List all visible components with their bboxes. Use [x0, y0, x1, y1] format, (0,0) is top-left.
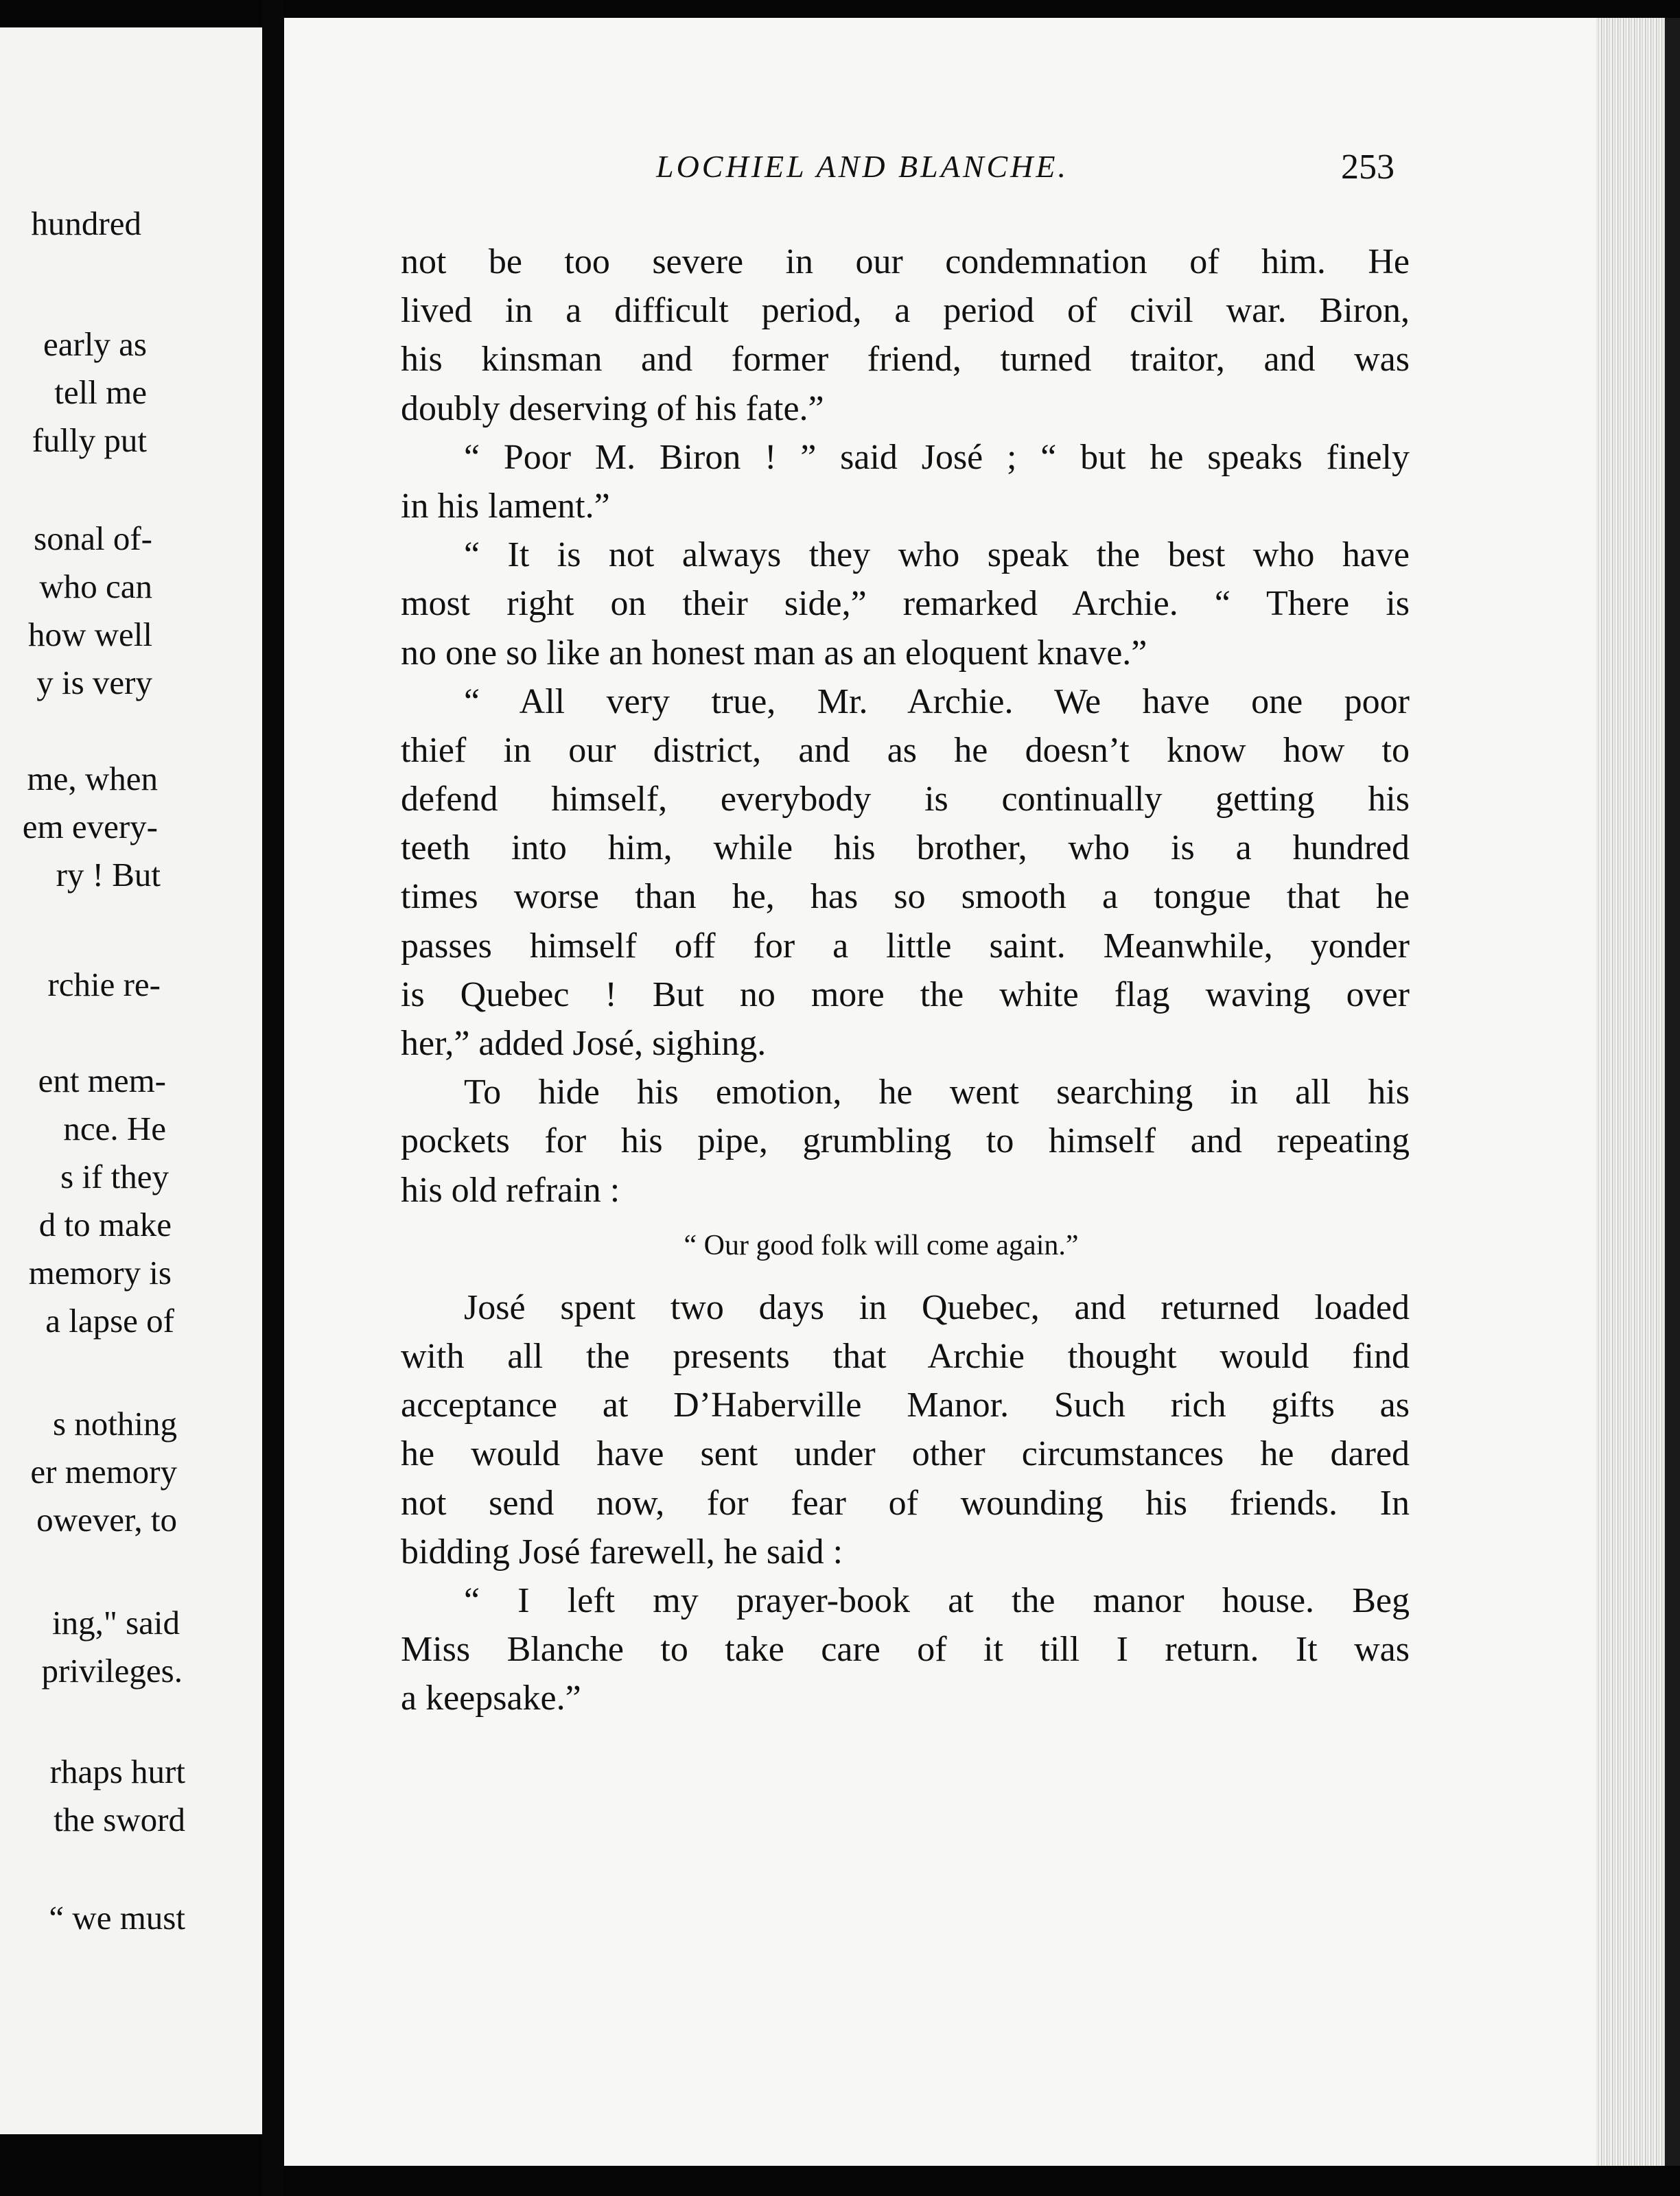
text-line: is Quebec ! But no more the white flag waving over — [401, 974, 1410, 1014]
text-line: Miss Blanche to take care of it till I return. It was — [401, 1630, 1410, 1670]
left-line: d to make — [38, 1206, 172, 1243]
left-line: hundred — [31, 205, 141, 242]
text-line: José spent two days in Quebec, and returned loaded — [464, 1287, 1410, 1327]
page-number: 253 — [1341, 148, 1395, 187]
right-page — [284, 18, 1596, 2166]
left-line: ry ! But — [56, 856, 161, 893]
text-line: passes himself off for a little saint. Meanwhile, yonder — [401, 926, 1410, 966]
text-line: pockets for his pipe, grumbling to himself and repeating — [401, 1121, 1410, 1161]
text-line: with all the presents that Archie thought would find — [401, 1336, 1410, 1376]
left-line: who can — [39, 568, 152, 605]
page-edges — [1596, 18, 1680, 2166]
text-line: his kinsman and former friend, turned traitor, and was — [401, 340, 1410, 379]
text-line: times worse than he, has so smooth a tongue that he — [401, 877, 1410, 917]
left-line: “ we must — [49, 1899, 185, 1937]
left-line: the sword — [54, 1801, 185, 1838]
page-body — [401, 237, 1410, 1722]
text-line: “ It is not always they who speak the best who have — [464, 535, 1410, 575]
left-line: er memory — [30, 1453, 177, 1491]
text-line: “ I left my prayer-book at the manor house. Beg — [464, 1580, 1410, 1620]
text-line: thief in our district, and as he doesn’t know how to — [401, 730, 1410, 770]
left-line: privileges. — [41, 1652, 183, 1690]
left-line: em every- — [22, 808, 158, 845]
running-head: LOCHIEL AND BLANCHE. — [656, 149, 1069, 184]
left-line: tell me — [54, 373, 147, 411]
book-gutter — [262, 0, 284, 2196]
left-line: sonal of- — [34, 519, 152, 557]
text-line: teeth into him, while his brother, who is a hundred — [401, 828, 1410, 868]
text-line: lived in a difficult period, a period of civil war. Biron, — [401, 291, 1410, 331]
text-line: To hide his emotion, he went searching in all his — [464, 1073, 1410, 1112]
left-line: how well — [28, 616, 152, 653]
text-line: doubly deserving of his fate.” — [401, 388, 824, 428]
left-line: s nothing — [52, 1405, 177, 1442]
text-line: not be too severe in our condemnation of him. He — [401, 242, 1410, 281]
text-line: his old refrain : — [401, 1170, 620, 1210]
left-line: a lapse of — [45, 1302, 174, 1340]
left-line: fully put — [32, 421, 147, 459]
edge-shadow — [1665, 18, 1680, 2166]
left-line: s if they — [60, 1158, 169, 1195]
text-line: in his lament.” — [401, 486, 610, 526]
left-line: memory is — [28, 1254, 172, 1292]
verse-refrain: “ Our good folk will come again.” — [684, 1229, 1079, 1261]
text-line: a keepsake.” — [401, 1679, 581, 1718]
left-line: y is very — [36, 664, 152, 701]
left-line: early as — [43, 325, 147, 363]
text-line: “ Poor M. Biron ! ” said José ; “ but he speaks finely — [464, 437, 1410, 477]
left-line: me, when — [27, 760, 158, 797]
left-page — [0, 27, 262, 2134]
text-line: not send now, for fear of wounding his friends. In — [401, 1483, 1410, 1523]
text-line: bidding José farewell, he said : — [401, 1532, 843, 1572]
text-line: no one so like an honest man as an eloquent knave.” — [401, 633, 1147, 673]
left-line: owever, to — [36, 1501, 177, 1539]
text-line: defend himself, everybody is continually getting his — [401, 780, 1410, 819]
left-line: ent mem- — [38, 1062, 166, 1099]
text-line: he would have sent under other circumstances he dared — [401, 1434, 1410, 1474]
text-line: acceptance at D’Haberville Manor. Such rich gifts as — [401, 1386, 1410, 1425]
text-line: her,” added José, sighing. — [401, 1024, 767, 1063]
left-line: rhaps hurt — [49, 1753, 185, 1790]
text-line: most right on their side,” remarked Archie. “ There is — [401, 584, 1410, 624]
left-line: rchie re- — [47, 966, 161, 1003]
left-line: ing," said — [51, 1604, 180, 1642]
text-line: “ All very true, Mr. Archie. We have one poor — [464, 681, 1410, 721]
left-line: nce. He — [63, 1110, 166, 1147]
